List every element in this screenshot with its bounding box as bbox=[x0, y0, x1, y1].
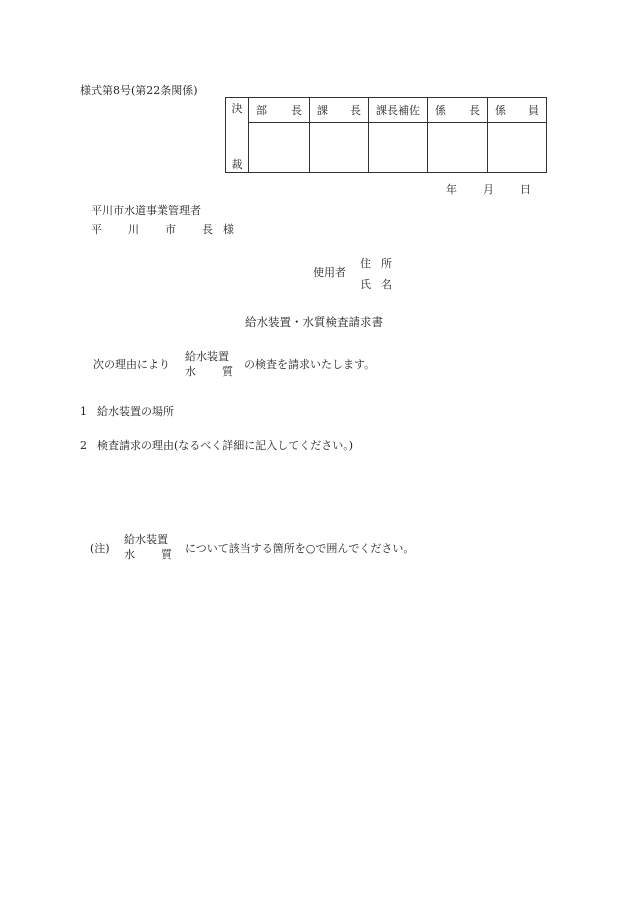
addressee-name: 平 川 市 長 様 bbox=[91, 223, 234, 236]
note-label: (注) bbox=[90, 542, 110, 555]
date-month: 月 bbox=[483, 183, 494, 196]
form-number: 様式第8号(第22条関係) bbox=[80, 84, 198, 97]
note-suffix: について該当する箇所を○で囲んでください。 bbox=[185, 542, 415, 555]
note-options bbox=[124, 532, 172, 562]
approval-side-top: 決 bbox=[231, 102, 243, 115]
date-day: 日 bbox=[520, 183, 531, 196]
reason-suffix: の検査を請求いたします。 bbox=[244, 358, 376, 371]
reason-prefix: 次の理由により bbox=[93, 358, 170, 371]
note-option-suishitsu: 水 質 bbox=[124, 548, 172, 561]
document-title: 給水装置・水質検査請求書 bbox=[245, 315, 383, 329]
note-option-kyusui: 給水装置 bbox=[124, 533, 168, 546]
user-name-label: 氏 名 bbox=[360, 278, 392, 291]
approval-header-kacho-hosa: 課長補佐 bbox=[369, 98, 428, 123]
approval-box-kacho[interactable] bbox=[310, 123, 369, 173]
approval-side-bottom: 裁 bbox=[231, 158, 243, 171]
user-label: 使用者 bbox=[313, 266, 346, 279]
approval-box-kacho-hosa[interactable] bbox=[369, 123, 428, 173]
approval-box-kakaricho[interactable] bbox=[428, 123, 488, 173]
approval-header-kakariin: 係 員 bbox=[488, 98, 547, 123]
date-year: 年 bbox=[446, 183, 457, 196]
approval-side-label bbox=[226, 98, 249, 173]
item-location: 1 給水装置の場所 bbox=[80, 405, 174, 418]
approval-box-bucho[interactable] bbox=[249, 123, 310, 173]
approval-header-bucho: 部 長 bbox=[249, 98, 310, 123]
approval-header-kakaricho: 係 長 bbox=[428, 98, 488, 123]
date-line bbox=[446, 181, 531, 197]
approval-table bbox=[225, 97, 547, 173]
addressee-title: 平川市水道事業管理者 bbox=[91, 204, 201, 217]
reason-option-suishitsu[interactable]: 水 質 bbox=[185, 365, 233, 378]
user-address-label: 住 所 bbox=[360, 257, 392, 270]
approval-box-kakariin[interactable] bbox=[488, 123, 547, 173]
reason-options bbox=[185, 349, 233, 379]
approval-header-kacho: 課 長 bbox=[310, 98, 369, 123]
item-reason: 2 検査請求の理由(なるべく詳細に記入してください。) bbox=[80, 439, 354, 452]
reason-option-kyusui[interactable]: 給水装置 bbox=[185, 350, 229, 363]
